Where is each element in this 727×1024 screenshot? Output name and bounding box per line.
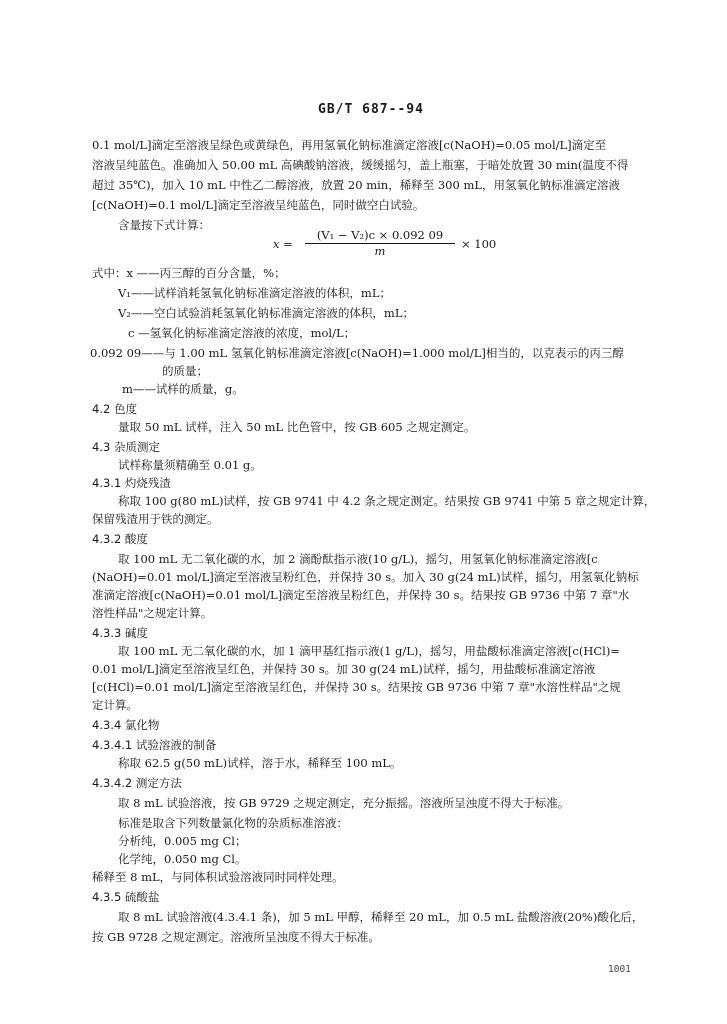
standard-header: GB/T 687--94 — [318, 102, 424, 117]
paragraph-line: 取 8 mL 试验溶液，按 GB 9729 之规定测定，充分振摇。溶液所呈浊度不得大于标准。 — [118, 796, 570, 810]
paragraph-line: 取 8 mL 试验溶液(4.3.4.1 条)，加 5 mL 甲醇，稀释至 20 mL，加 0.5 mL 盐酸溶液(20%)酸化后， — [118, 910, 644, 924]
paragraph-line: 0.1 mol/L]滴定至溶液呈绿色或黄绿色，再用氢氧化钠标准滴定溶液[c(NaOH)=0.05 mol/L]滴定至 — [92, 138, 607, 152]
paragraph-line: 超过 35℃)，加入 10 mL 中性乙二醇溶液，放置 20 min，稀释至 300 mL，用氢氧化钠标准滴定溶液 — [92, 178, 621, 192]
variable-definition: 0.092 09——与 1.00 mL 氢氧化钠标准滴定溶液[c(NaOH)=1.000 mol/L]相当的，以克表示的丙三醇 — [90, 346, 624, 360]
paragraph-line: 取 100 mL 无二氧化碳的水，加 2 滴酚酞指示液(10 g/L)，摇匀，用氢氧化钠标准滴定溶液[c — [118, 552, 598, 566]
variable-definition: m——试样的质量，g。 — [122, 382, 244, 396]
paragraph-line: 量取 50 mL 试样，注入 50 mL 比色管中，按 GB 605 之规定测定。 — [118, 420, 476, 434]
paragraph-line: 取 100 mL 无二氧化碳的水，加 1 滴甲基红指示液(1 g/L)，摇匀，用盐酸标准滴定溶液[c(HCl)= — [118, 644, 620, 658]
paragraph-line: 标准是取含下列数量氯化物的杂质标准溶液： — [118, 816, 348, 830]
section-heading: 4.3.4.2 测定方法 — [92, 776, 182, 790]
variable-definition: 的质量； — [162, 364, 208, 378]
paragraph-line: 分析纯，0.005 mg Cl； — [118, 834, 247, 848]
paragraph-line: 化学纯，0.050 mg Cl。 — [118, 852, 247, 866]
calc-intro: 含量按下式计算： — [118, 218, 210, 232]
paragraph-line: 准滴定溶液[c(NaOH)=0.01 mol/L]滴定至溶液呈粉红色，并保持 30 s。结果按 GB 9736 中第 7 章"水 — [92, 588, 630, 602]
paragraph-line: [c(HCl)=0.01 mol/L]滴定至溶液呈红色，并保持 30 s。结果按 GB 9736 中第 7 章"水溶性样品"之规 — [92, 680, 621, 694]
section-heading: 4.2 色度 — [92, 402, 137, 416]
formula-denominator: m — [374, 244, 386, 258]
paragraph-line: 0.01 mol/L]滴定至溶液呈红色，并保持 30 s。加 30 g(24 mL)试样，摇匀，用盐酸标准滴定溶液 — [92, 662, 596, 676]
variable-definition: V₂——空白试验消耗氢氧化钠标准滴定溶液的体积，mL； — [118, 306, 414, 320]
variable-definition: V₁——试样消耗氢氧化钠标准滴定溶液的体积，mL； — [118, 286, 391, 300]
section-heading: 4.3.5 硫酸盐 — [92, 890, 160, 904]
paragraph-line: [c(NaOH)=0.1 mol/L]滴定至溶液呈纯蓝色，同时做空白试验。 — [92, 198, 425, 212]
paragraph-line: 保留残渣用于铁的测定。 — [92, 512, 219, 526]
page-number: 1001 — [608, 964, 631, 975]
section-heading: 4.3.1 灼烧残渣 — [92, 476, 171, 490]
formula-numerator: (V₁ − V₂)c × 0.092 09 — [305, 228, 455, 244]
variable-definition: 式中：x ——丙三醇的百分含量，%； — [92, 266, 286, 280]
paragraph-line: 称取 100 g(80 mL)试样，按 GB 9741 中 4.2 条之规定测定。结果按 GB 9741 中第 5 章之规定计算， — [118, 494, 656, 508]
formula-lhs: x = — [273, 237, 293, 251]
formula — [273, 228, 497, 258]
formula-fraction — [305, 228, 455, 258]
section-heading: 4.3.4 氯化物 — [92, 718, 160, 732]
paragraph-line: 按 GB 9728 之规定测定。溶液所呈浊度不得大于标准。 — [92, 930, 380, 944]
paragraph-line: 试样称量须精确至 0.01 g。 — [118, 458, 262, 472]
section-heading: 4.3.2 酸度 — [92, 532, 148, 546]
paragraph-line: 稀释至 8 mL，与同体积试验溶液同时同样处理。 — [92, 870, 344, 884]
formula-rhs: × 100 — [461, 237, 497, 251]
paragraph-line: 称取 62.5 g(50 mL)试样，溶于水，稀释至 100 mL。 — [118, 756, 402, 770]
paragraph-line: 溶液呈纯蓝色。准确加入 50.00 mL 高碘酸钠溶液，缓缓摇匀，盖上瓶塞，于暗处放置 30 min(温度不得 — [92, 158, 629, 172]
paragraph-line: 定计算。 — [92, 698, 138, 712]
paragraph-line: (NaOH)=0.01 mol/L]滴定至溶液呈粉红色，并保持 30 s。加入 30 g(24 mL)试样，摇匀，用氢氧化钠标 — [92, 570, 639, 584]
section-heading: 4.3.4.1 试验溶液的制备 — [92, 738, 217, 752]
section-heading: 4.3 杂质测定 — [92, 440, 160, 454]
variable-definition: c —氢氧化钠标准滴定溶液的浓度，mol/L； — [128, 326, 356, 340]
paragraph-line: 溶性样品"之规定计算。 — [92, 606, 213, 620]
section-heading: 4.3.3 碱度 — [92, 626, 148, 640]
